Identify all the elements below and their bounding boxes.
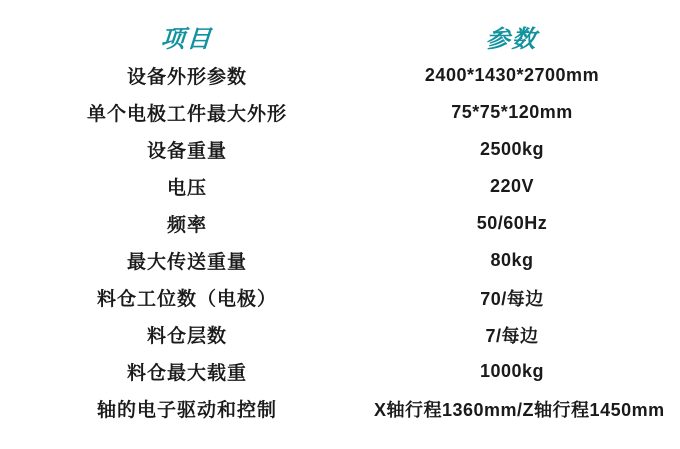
spec-item-label: 电压	[166, 178, 207, 199]
spec-param-value: 75*75*120mm	[451, 102, 573, 122]
spec-item-label: 设备外形参数	[126, 67, 247, 88]
table-header-row	[0, 16, 650, 56]
table-body	[0, 57, 665, 427]
spec-param-value: 220V	[489, 176, 535, 196]
spec-param-value: 80kg	[490, 250, 534, 270]
spec-param-value: 2500kg	[479, 139, 545, 159]
table-row	[0, 316, 650, 353]
spec-item-label: 最大传送重量	[126, 252, 247, 273]
spec-table	[0, 16, 665, 427]
spec-item-label: 料仓工位数（电极）	[96, 289, 277, 310]
spec-item-label: 料仓层数	[146, 326, 227, 347]
table-row	[0, 168, 650, 205]
table-row	[0, 390, 665, 427]
spec-item-label: 单个电极工件最大外形	[86, 104, 287, 125]
spec-param-value: 1000kg	[479, 361, 545, 381]
spec-param-value: 7/每边	[485, 325, 539, 346]
spec-param-value: 50/60Hz	[476, 213, 548, 233]
table-row	[0, 279, 650, 316]
table-row	[0, 353, 650, 390]
spec-param-value: 70/每边	[480, 288, 544, 309]
table-row	[0, 94, 650, 131]
spec-item-label: 频率	[166, 215, 207, 236]
table-row	[0, 205, 650, 242]
table-row	[0, 57, 650, 94]
spec-param-value: X轴行程1360mm/Z轴行程1450mm	[374, 399, 665, 420]
table-row	[0, 242, 650, 279]
spec-param-value: 2400*1430*2700mm	[424, 65, 600, 85]
column-header-param: 参数	[484, 25, 539, 53]
column-header-item: 项目	[159, 25, 214, 53]
table-row	[0, 131, 650, 168]
spec-item-label: 料仓最大载重	[126, 363, 247, 384]
spec-item-label: 轴的电子驱动和控制	[96, 400, 277, 421]
spec-item-label: 设备重量	[146, 141, 227, 162]
